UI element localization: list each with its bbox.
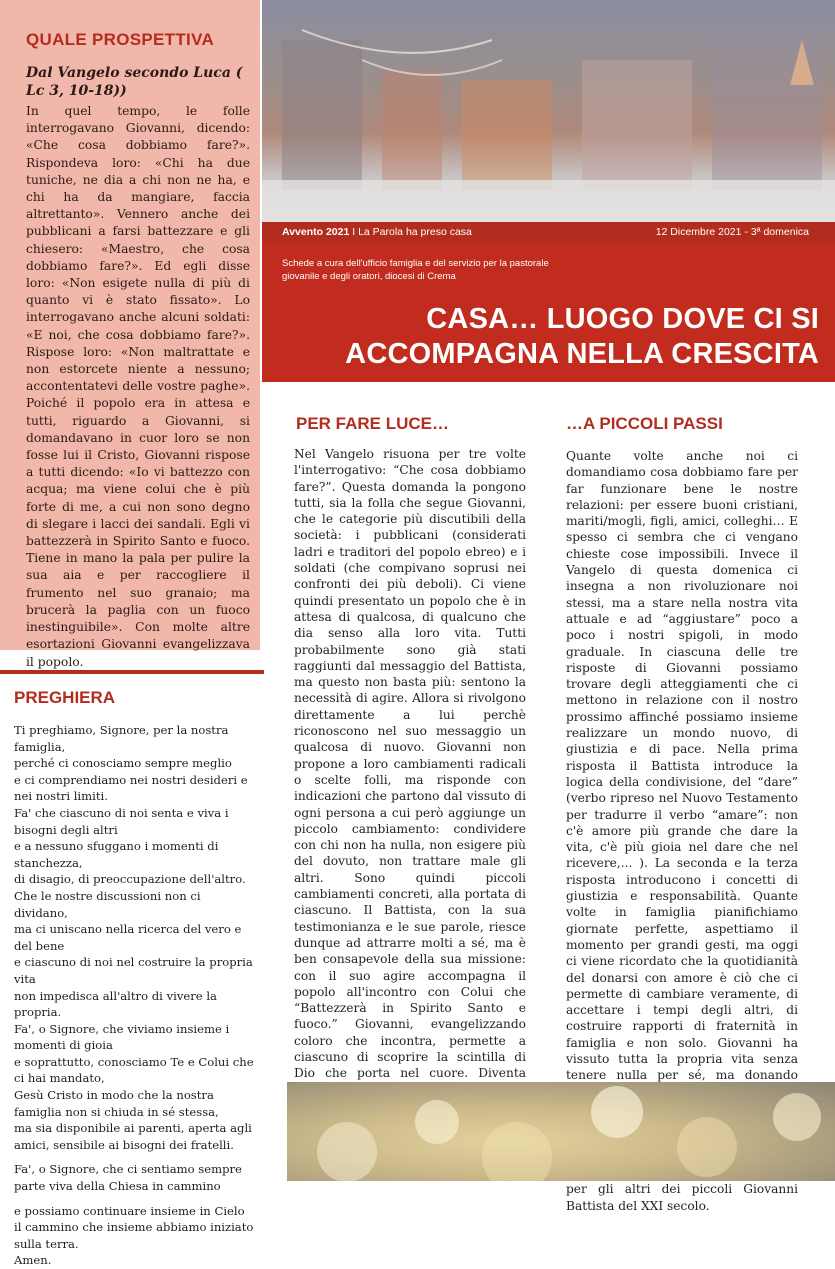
quale-prospettiva-panel [0,0,260,669]
prayer-line: Fa', o Signore, che viviamo insieme i momenti di gioia [14,1021,230,1053]
quale-prospettiva-title: QUALE PROSPETTIVA [26,30,215,49]
gospel-reference: Dal Vangelo secondo Luca ( Lc 3, 10-18)) [26,65,243,99]
gospel-text: In quel tempo, le folle interrogavano Giovanni, dicendo: «Che cosa dobbiamo fare?». Rispondeva loro: «Chi ha due tuniche, ne dia a chi non ne ha, e chi ha da mangiare, faccia altrettanto». Vennero anche dei pubblicani a farsi battezzare e gli chiesero: «Maestro, che cosa dobbiamo fare?». Ed egli disse loro: «Non esigete nulla di più di quanto vi è stato fissato». Lo interrogavano anche alcuni soldati: «E noi, che cosa dobbiamo fare?». Rispose loro: «Non maltrattate e non estorcete niente a nessuno; accontentatevi delle vostre paghe». Poiché il popolo era in attesa e tutti, riguardo a Giovanni, si domandavano in cuor loro se non fosse lui il Cristo, Giovanni rispose a tutti dicendo: «Io vi battezzo con acqua; ma viene colui che è più forte di me, a cui non sono degno di slegare i lacci dei sandali. Egli vi battezzerà in Spirito Santo e fuoco. Tiene in mano la pala per pulire la sua aia e per raccogliere il frumento nel suo granaio; ma brucerà la paglia con un fuoco inestinguibile». Con molte altre esortazioni Giovanni evangelizzava il popolo. [26,104,250,669]
series-subtitle: La Parola ha preso casa [358,226,472,238]
prayer-line: e ci comprendiamo nei nostri desideri e nei nostri limiti. [14,772,248,804]
preghiera-text [14,722,254,1269]
page-title-line-2: ACCOMPAGNA NELLA CRESCITA [345,338,819,370]
hero-street-image [262,0,835,222]
prayer-line: e a nessuno sfuggano i momenti di stanchezza, [14,839,219,870]
prayer-line: di disagio, di preoccupazione dell'altro. [14,872,246,887]
prayer-line: e ciascuno di noi nel costruire la propria vita [14,955,253,986]
bokeh-illustration [287,1082,835,1181]
prayer-line: non impedisca all'altro di vivere la propria. [14,988,217,1020]
prayer-line: Amen. [14,1253,52,1268]
series-label: Avvento 2021 I La Parola ha preso casa [282,226,472,238]
series-name: Avvento 2021 [282,226,350,238]
page-title-line-1: CASA… LUOGO DOVE CI SI [426,303,819,335]
a-piccoli-passi-text: Quante volte anche noi ci domandiamo cosa dobbiamo fare per far funzionare bene le nostre relazioni: per essere buoni cristiani, mariti/mogli, figli, amici, colleghi… E spesso ci sembra che ci vengano chieste cose impossibili. Invece il Vangelo di questa domenica ci insegna a non rivoluzionare noi stessi, ma a stare nella nostra vita attuale e ad “aggiustare” poco a poco i nostri spigoli, in modo graduale. In ciascuna delle tre risposte di Giovanni possiamo trovare degli atteggiamenti che ci mettono in relazione con il nostro prossimo affinché possiamo insieme realizzare un mondo nuovo, di giustizia e di pace. Nella prima risposta il Battista introduce la logica della condivisione, del “dare” (verbo ripreso nel Nuovo Testamento per tradurre il verbo “amare”: non c'è amore più grande che dare la vita, c'è più gioia nel dare che nel ricevere,... ). La seconda e la terza risposta introducono i concetti di giustizia e responsabilità. Quante volte in famiglia pianifichiamo giornate perfette, aspettiamo il momento per grandi gesti, ma oggi ci viene ricordato che la quotidianità del donarsi con amore è ciò che ci permette di cambiare veramente, di accettare i tempi degli altri, di costruire rapporti di fraternità in famiglia e non solo. Giovanni ha vissuto tutta la propria vita senza tenere nulla per sé, ma donando per gli altri dei piccoli Giovanni Battista del XXI secolo. [566,449,798,1213]
info-bar [262,222,835,242]
prayer-line: Ti preghiamo, Signore, per la nostra famiglia, [14,723,229,754]
preghiera-title: PREGHIERA [14,688,116,707]
prayer-line: perché ci conosciamo sempre meglio [14,756,232,771]
prayer-line: Che le nostre discussioni non ci dividano, [14,888,201,920]
prayer-line: Fa' che ciascuno di noi senta e viva i bisogni degli altri [14,805,229,837]
section-divider [0,670,264,674]
hero-street-illustration [262,0,835,222]
prayer-line: e soprattutto, conosciamo Te e Colui che ci hai mandato, [14,1054,254,1086]
prayer-line: Fa', o Signore, che ci sentiamo sempre parte viva della Chiesa in cammino [14,1162,242,1194]
prayer-line: ma ci uniscano nella ricerca del vero e del bene [14,922,242,953]
per-fare-luce-title: PER FARE LUCE… [296,414,450,433]
prayer-line: Gesù Cristo in modo che la nostra famiglia non si chiuda in sé stessa, [14,1088,219,1119]
date-label: 12 Dicembre 2021 - 3ª domenica [655,226,809,238]
page-title [272,302,819,372]
prayer-line: ma sia disponibile ai parenti, aperta agli amici, sensibile ai bisogni dei fratelli. [14,1121,252,1152]
per-fare-luce-text: Nel Vangelo risuona per tre volte l'interrogativo: “Che cosa dobbiamo fare?”. Questa domanda la pongono tutti, sia la folla che segue Giovanni, che le categorie più discutibili della società: i pubblicani (considerati ladri e traditori del popolo ebreo) e i soldati (che compivano soprusi nei confronti dei più deboli). Ci viene quindi presentato un popolo che è in attesa di qualcosa, di qualcuno che dia senso alla loro vita. Tutti probabilmente sono già stati raggiunti dal messaggio del Battista, ma questo non basta più: sentono la necessità di agire. Allora si rivolgono direttamente a lui perchè riconoscono nel suo messaggio un qualcosa di nuovo. Giovanni non propone a loro cambiamenti radicali o scelte folli, ma risponde con indicazioni che partono dal vissuto di ogni persona a cui però aggiunge un piccolo cambiamento: condividere con chi non ha nulla, non esigere più del dovuto, non trattare male gli altri. Sono quindi piccoli cambiamenti concreti, alla portata di ciascuno. Il Battista, con la sua testimonianza e le sue parole, riesce dunque ad attrarre molti a sé, ma è ben consapevole della sua missione: con il suo agire accompagna il popolo all'incontro con Colui che “Battezzerà in Spirito Santo e fuoco.” Giovanni, evangelizzando coloro che incontra, permette a ciascuno di scoprire la scintilla di Dio che porta nel cuore. Diventa [294,447,526,1081]
bokeh-lights-image [287,1082,835,1181]
a-piccoli-passi-title: …A PICCOLI PASSI [566,414,723,433]
title-block [262,242,835,382]
prayer-line: e possiamo continuare insieme in Cielo il cammino che insieme abbiamo iniziato sulla terra. [14,1203,254,1251]
credit-text: Schede a cura dell'ufficio famiglia e del servizio per la pastorale giovanile e degli oratori, diocesi di Crema [282,258,549,282]
